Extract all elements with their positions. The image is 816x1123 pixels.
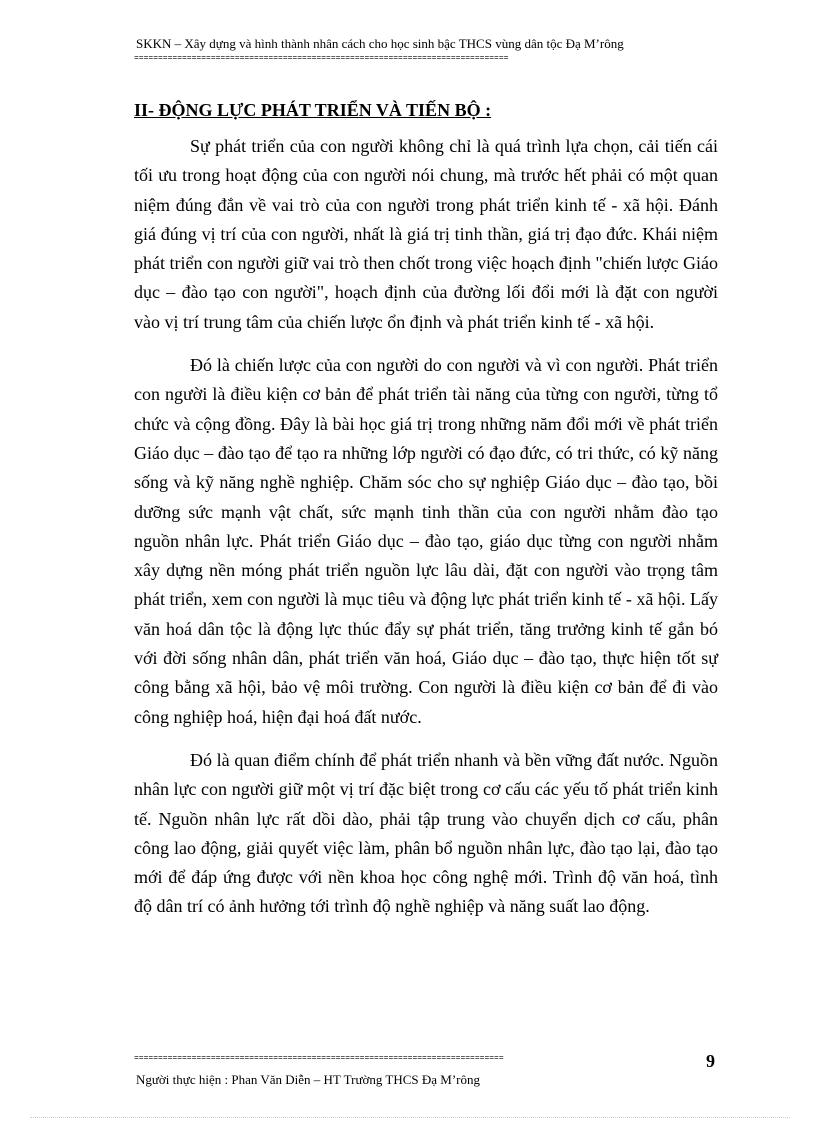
paragraph-2: Đó là chiến lược của con người do con người và vì con người. Phát triển con người là điều kiện cơ bản để phát triển tài năng của từng con người, từng tổ chức và cộng đồng. Đây là bài học giá trị trong những năm đổi mới về phát triển Giáo dục – đào tạo để tạo ra những lớp người có đạo đức, có tri thức, có kỹ năng sống và kỹ năng nghề nghiệp. Chăm sóc cho sự nghiệp Giáo dục – đào tạo, bồi dưỡng sức mạnh vật chất, sức mạnh tinh thần của con người nhằm đào tạo nguồn nhân lực. Phát triển Giáo dục – đào tạo, giáo dục từng con người nhằm xây dựng nền móng phát triển nguồn lực lâu dài, đặt con người vào trọng tâm phát triển, xem con người là mục tiêu và động lực phát triển kinh tế - xã hội. Lấy văn hoá dân tộc là động lực thúc đẩy sự phát triển, tăng trưởng kinh tế gắn bó với đời sống nhân dân, phát triển văn hoá, Giáo dục – đào tạo, thực hiện tốt sự công bằng xã hội, bảo vệ môi trường. Con người là điều kiện cơ bản để đi vào công nghiệp hoá, hiện đại hoá đất nước. [134, 355, 718, 727]
page-number: 9 [706, 1051, 715, 1071]
page-header: SKKN – Xây dựng và hình thành nhân cách cho học sinh bậc THCS vùng dân tộc Đạ M’rông [136, 36, 624, 51]
paragraph-1: Sự phát triển của con người không chỉ là quá trình lựa chọn, cải tiến cái tối ưu trong hoạt động của con người nói chung, mà trước hết phải có một quan niệm đúng đắn về vai trò của con người trong phát triển kinh tế - xã hội. Đánh giá đúng vị trí của con người, nhất là giá trị tinh thần, giá trị đạo đức. Khái niệm phát triển con người giữ vai trò then chốt trong việc hoạch định "chiến lược Giáo dục – đào tạo con người", hoạch định của đường lối đổi mới là đặt con người vào vị trí trung tâm của chiến lược ổn định và phát triển kinh tế - xã hội. [134, 136, 718, 332]
paragraph-3: Đó là quan điểm chính để phát triển nhanh và bền vững đất nước. Nguồn nhân lực con người giữ một vị trí đặc biệt trong cơ cấu các yếu tố phát triển kinh tế. Nguồn nhân lực rất dồi dào, phải tập trung vào chuyển dịch cơ cấu, phân công lao động, giải quyết việc làm, phân bổ nguồn nhân lực, đào tạo lại, đào tạo mới để đáp ứng được với nền khoa học công nghệ mới. Trình độ văn hoá, tình độ dân trí có ảnh hưởng tới trình độ nghề nghiệp và năng suất lao động. [134, 749, 718, 917]
page-footer-author: Người thực hiện : Phan Văn Diễn – HT Trường THCS Đạ M’rông [136, 1072, 480, 1087]
footer-rule: ============================================================================= [134, 1055, 504, 1063]
body-text [134, 132, 718, 936]
section-title: II- ĐỘNG LỰC PHÁT TRIỂN VÀ TIẾN BỘ : [134, 100, 492, 120]
page-bottom-border [30, 1117, 790, 1118]
header-rule: ============================================================================== [134, 55, 509, 63]
